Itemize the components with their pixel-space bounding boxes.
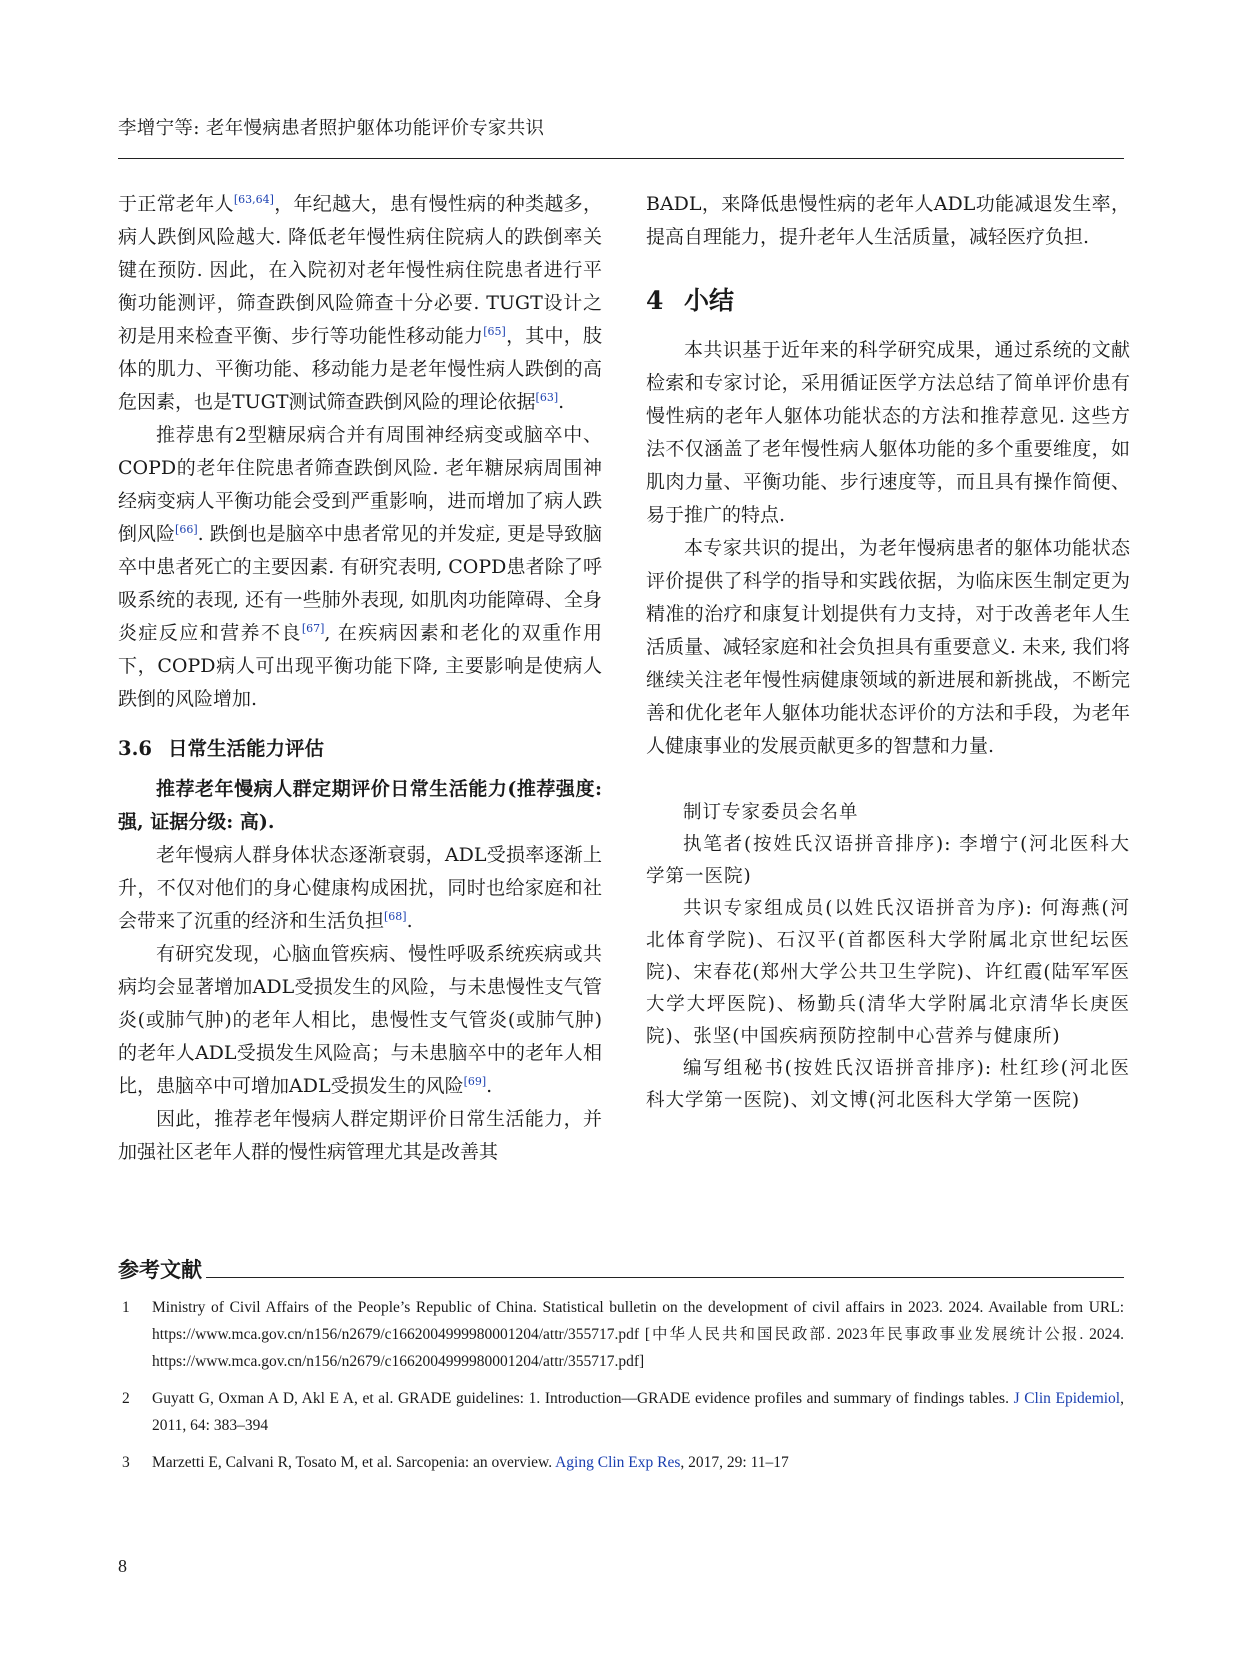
section-number: 4 [646,286,664,315]
section-heading [118,732,602,765]
paragraph: 于正常老年人[63,64]，年纪越大，患有慢性病的种类越多，病人跌倒风险越大. 降低老年慢性病住院病人的跌倒率关键在预防. 因此，在入院初对老年慢性病住院患者进行平衡功能测评，筛查跌倒风险筛查十分必要. TUGT设计之初是用来检查平衡、步行等功能性移动能力[65]，其中，肢体的肌力、平衡功能、移动能力是老年慢性病人跌倒的高危因素，也是TUGT测试筛查跌倒风险的理论依据[63]. [118,193,602,413]
paragraph: 推荐患有2型糖尿病合并有周围神经病变或脑卒中、COPD的老年住院患者筛查跌倒风险. 老年糖尿病周围神经病变病人平衡功能会受到严重影响，进而增加了病人跌倒风险[66]. 跌倒也是脑卒中患者常见的并发症, 更是导致脑卒中患者死亡的主要因素. 有研究表明, COPD患者除了呼吸系统的表现, 还有一些肺外表现, 如肌肉功能障碍、全身炎症反应和营养不良[67], 在疾病因素和老化的双重作用下，COPD病人可出现平衡功能下降, 主要影响是使病人跌倒的风险增加. [118,424,602,710]
paragraph: 老年慢病人群身体状态逐渐衰弱，ADL受损率逐渐上升，不仅对他们的身心健康构成困扰，同时也给家庭和社会带来了沉重的经济和生活负担[68]. [118,844,602,932]
reference-number: 2 [122,1390,130,1407]
section-title: 小结 [684,286,735,315]
section-heading [646,284,1130,318]
reference-item [118,1449,1124,1476]
references-title: 参考文献 [118,1257,202,1282]
references-rule [206,1277,1124,1278]
journal-link[interactable]: Aging Clin Exp Res [555,1454,681,1471]
committee-secretaries: 编写组秘书(按姓氏汉语拼音排序): 杜红珍(河北医科大学第一医院)、刘文博(河北医科大学第一医院) [646,1058,1130,1111]
committee-writers: 执笔者(按姓氏汉语拼音排序): 李增宁(河北医科大学第一医院) [646,834,1130,887]
reference-number: 1 [122,1299,130,1316]
citation-link[interactable]: [65] [483,325,506,338]
citation-link[interactable]: [68] [384,910,407,923]
reference-item [118,1294,1124,1375]
committee-members: 共识专家组成员(以姓氏汉语拼音为序): 何海燕(河北体育学院)、石汉平(首都医科大学附属北京世纪坛医院)、宋春花(郑州大学公共卫生学院)、许红霞(陆军军医大学大坪医院)、杨勤兵(清华大学附属北京清华长庚医院)、张坚(中国疾病预防控制中心营养与健康所) [646,898,1130,1047]
reference-item [118,1385,1124,1439]
citation-link[interactable]: [66] [175,523,198,536]
journal-link[interactable]: J Clin Epidemiol [1013,1390,1121,1407]
reference-text: Marzetti E, Calvani R, Tosato M, et al. Sarcopenia: an overview. [152,1454,556,1471]
committee-heading: 制订专家委员会名单 [683,802,859,823]
reference-number: 3 [122,1454,130,1471]
running-header [118,114,1124,159]
committee-list [646,797,1130,1117]
references-section [118,1254,1124,1476]
citation-link[interactable]: [63] [535,391,559,404]
paragraph: 因此，推荐老年慢病人群定期评价日常生活能力，并加强社区老年人群的慢性病管理尤其是改善其 [118,1108,602,1163]
paragraph: 本共识基于近年来的科学研究成果，通过系统的文献检索和专家讨论，采用循证医学方法总结了简单评价患有慢性病的老年人躯体功能状态的方法和推荐意见. 这些方法不仅涵盖了老年慢性病人躯体功能的多个重要维度，如肌肉力量、平衡功能、步行速度等，而且具有操作简便、易于推广的特点. [646,339,1130,526]
paragraph: 有研究发现，心脑血管疾病、慢性呼吸系统疾病或共病均会显著增加ADL受损发生的风险，与未患慢性支气管炎(或肺气肿)的老年人相比，患慢性支气管炎(或肺气肿)的老年人ADL受损发生风险高；与未患脑卒中的老年人相比，患脑卒中可增加ADL受损发生的风险[69]. [118,943,602,1097]
paragraph: BADL，来降低患慢性病的老年人ADL功能减退发生率，提高自理能力，提升老年人生活质量，减轻医疗负担. [646,193,1130,248]
page-number: 8 [118,1556,127,1576]
section-number: 3.6 [118,737,152,760]
citation-link[interactable]: [63,64] [233,193,274,206]
references-header [118,1254,1124,1284]
paragraph: 本专家共识的提出，为老年慢病患者的躯体功能状态评价提供了科学的指导和实践依据，为临床医生制定更为精准的治疗和康复计划提供有力支持，对于改善老年人生活质量、减轻家庭和社会负担具有重要意义. 未来, 我们将继续关注老年慢性病健康领域的新进展和新挑战，不断完善和优化老年人躯体功能状态评价的方法和手段，为老年人健康事业的发展贡献更多的智慧和力量. [646,537,1130,757]
reference-text: Ministry of Civil Affairs of the People’s Republic of China. Statistical bulletin on the development of civil affairs in 2023. 2024. Available from URL: https://www.mca.gov.cn/n156/n2679/c1662004999980001204/attr/355717.pdf [中华人民共和国民政部. 2023年民事政事业发展统计公报. 2024. https://www.mca.gov.cn/n156/n2679/c1662004999980001204/attr/355717.pdf] [152,1299,1124,1370]
left-column [118,188,602,1169]
section-title: 日常生活能力评估 [168,737,325,760]
recommendation: 推荐老年慢病人群定期评价日常生活能力(推荐强度: 强, 证据分级: 高). [118,778,602,833]
reference-tail: , 2011, 64: 383–394 [152,1390,1124,1434]
running-title: 李增宁等: 老年慢病患者照护躯体功能评价专家共识 [118,118,545,139]
reference-text: Guyatt G, Oxman A D, Akl E A, et al. GRADE guidelines: 1. Introduction—GRADE evidence profiles and summary of findings tables. [152,1390,1014,1407]
reference-tail: , 2017, 29: 11–17 [680,1454,789,1471]
right-column [646,188,1130,1117]
citation-link[interactable]: [69] [463,1075,487,1088]
citation-link[interactable]: [67] [301,622,325,635]
